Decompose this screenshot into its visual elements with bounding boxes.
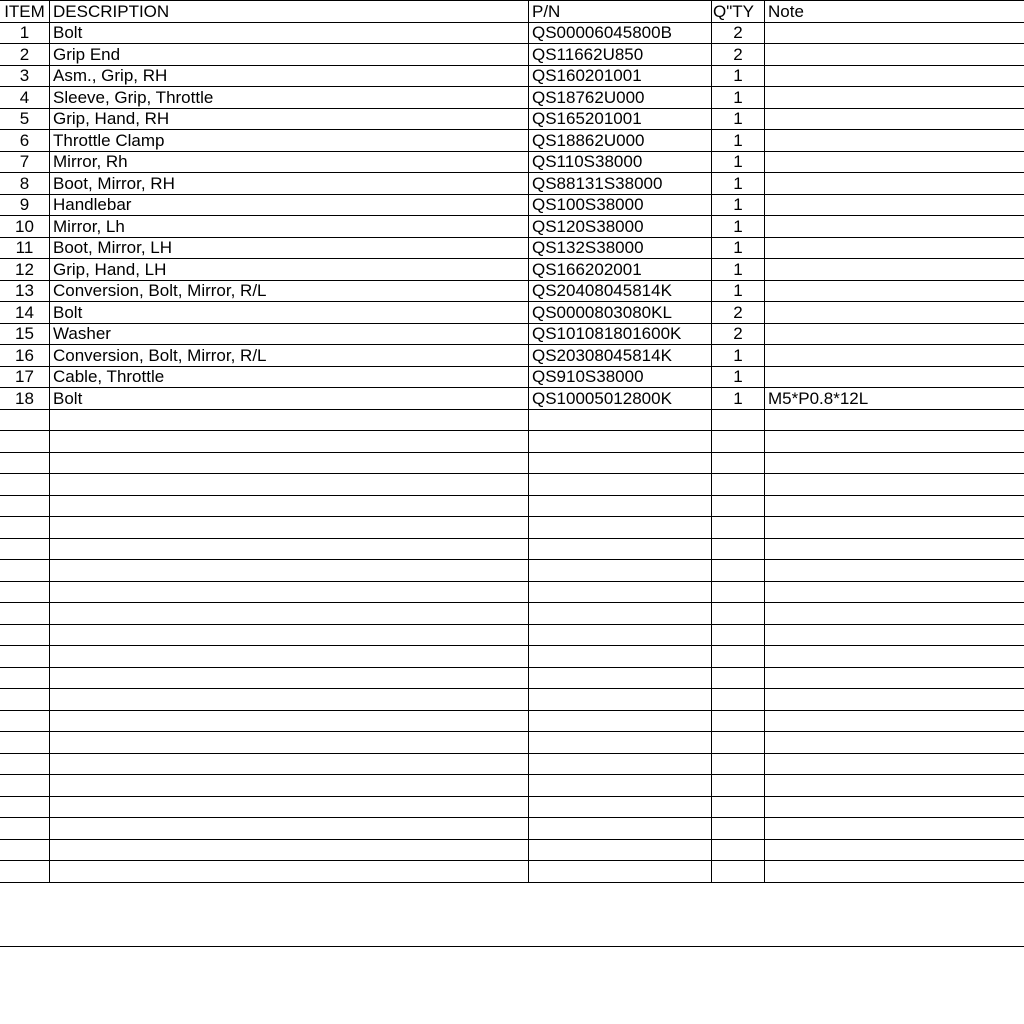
cell-note xyxy=(765,44,1024,66)
empty-cell-quantity xyxy=(712,409,765,431)
cell-part-number: QS101081801600K xyxy=(529,323,712,345)
empty-cell-description xyxy=(50,624,529,646)
cell-note xyxy=(765,216,1024,238)
empty-cell-description xyxy=(50,861,529,883)
cell-note xyxy=(765,280,1024,302)
header-note: Note xyxy=(765,1,1024,23)
cell-quantity: 1 xyxy=(712,216,765,238)
empty-cell-description xyxy=(50,538,529,560)
empty-cell-quantity xyxy=(712,796,765,818)
cell-note xyxy=(765,323,1024,345)
table-row xyxy=(0,65,1024,87)
empty-cell-item xyxy=(0,431,50,453)
empty-cell-description xyxy=(50,409,529,431)
empty-cell-item xyxy=(0,581,50,603)
cell-part-number: QS910S38000 xyxy=(529,366,712,388)
empty-cell-item xyxy=(0,839,50,861)
empty-cell-part-number xyxy=(529,474,712,496)
empty-cell-quantity xyxy=(712,603,765,625)
empty-cell-quantity xyxy=(712,560,765,582)
table-row xyxy=(0,280,1024,302)
empty-cell-item xyxy=(0,538,50,560)
empty-cell-description xyxy=(50,474,529,496)
cell-quantity: 2 xyxy=(712,22,765,44)
cell-note xyxy=(765,194,1024,216)
empty-cell-note xyxy=(765,624,1024,646)
empty-cell-part-number xyxy=(529,775,712,797)
cell-note: M5*P0.8*12L xyxy=(765,388,1024,410)
empty-cell-part-number xyxy=(529,732,712,754)
empty-cell-note xyxy=(765,409,1024,431)
empty-cell-part-number xyxy=(529,560,712,582)
empty-cell-note xyxy=(765,474,1024,496)
empty-cell-description xyxy=(50,667,529,689)
header-part-number: P/N xyxy=(529,1,712,23)
empty-cell-item xyxy=(0,689,50,711)
empty-cell-description xyxy=(50,452,529,474)
cell-part-number: QS0000803080KL xyxy=(529,302,712,324)
empty-cell-quantity xyxy=(712,624,765,646)
cell-item: 7 xyxy=(0,151,50,173)
empty-cell-part-number xyxy=(529,495,712,517)
empty-cell-part-number xyxy=(529,710,712,732)
empty-cell-note xyxy=(765,495,1024,517)
cell-description: Mirror, Rh xyxy=(50,151,529,173)
cell-description: Conversion, Bolt, Mirror, R/L xyxy=(50,280,529,302)
cell-quantity: 1 xyxy=(712,108,765,130)
cell-item: 2 xyxy=(0,44,50,66)
empty-cell-item xyxy=(0,560,50,582)
empty-row xyxy=(0,581,1024,603)
empty-cell-note xyxy=(765,775,1024,797)
cell-quantity: 1 xyxy=(712,366,765,388)
table-row xyxy=(0,345,1024,367)
cell-description: Bolt xyxy=(50,22,529,44)
empty-row xyxy=(0,603,1024,625)
cell-description: Boot, Mirror, LH xyxy=(50,237,529,259)
cell-description: Grip, Hand, LH xyxy=(50,259,529,281)
empty-cell-item xyxy=(0,818,50,840)
cell-note xyxy=(765,302,1024,324)
empty-cell-item xyxy=(0,624,50,646)
table-row xyxy=(0,108,1024,130)
empty-cell-description xyxy=(50,753,529,775)
empty-cell-note xyxy=(765,861,1024,883)
empty-cell-note xyxy=(765,689,1024,711)
empty-cell-note xyxy=(765,796,1024,818)
empty-cell-description xyxy=(50,775,529,797)
cell-description: Throttle Clamp xyxy=(50,130,529,152)
empty-cell-description xyxy=(50,560,529,582)
empty-cell-part-number xyxy=(529,646,712,668)
empty-row xyxy=(0,624,1024,646)
empty-cell-item xyxy=(0,495,50,517)
cell-note xyxy=(765,65,1024,87)
empty-cell-description xyxy=(50,689,529,711)
empty-cell-description xyxy=(50,581,529,603)
empty-row xyxy=(0,732,1024,754)
cell-item: 16 xyxy=(0,345,50,367)
cell-part-number: QS18762U000 xyxy=(529,87,712,109)
cell-note xyxy=(765,130,1024,152)
cell-quantity: 2 xyxy=(712,302,765,324)
empty-cell-part-number xyxy=(529,839,712,861)
cell-description: Grip End xyxy=(50,44,529,66)
empty-cell-note xyxy=(765,560,1024,582)
empty-cell-part-number xyxy=(529,517,712,539)
empty-cell-description xyxy=(50,646,529,668)
empty-cell-item xyxy=(0,732,50,754)
cell-quantity: 1 xyxy=(712,130,765,152)
empty-cell-note xyxy=(765,603,1024,625)
cell-item: 12 xyxy=(0,259,50,281)
empty-cell-item xyxy=(0,775,50,797)
cell-part-number: QS10005012800K xyxy=(529,388,712,410)
empty-cell-quantity xyxy=(712,839,765,861)
cell-quantity: 1 xyxy=(712,280,765,302)
empty-row xyxy=(0,710,1024,732)
empty-cell-description xyxy=(50,818,529,840)
empty-row xyxy=(0,775,1024,797)
table-row xyxy=(0,44,1024,66)
empty-cell-quantity xyxy=(712,710,765,732)
cell-note xyxy=(765,151,1024,173)
empty-row xyxy=(0,796,1024,818)
table-row xyxy=(0,237,1024,259)
empty-cell-part-number xyxy=(529,624,712,646)
cell-note xyxy=(765,259,1024,281)
cell-item: 3 xyxy=(0,65,50,87)
empty-row xyxy=(0,538,1024,560)
cell-quantity: 1 xyxy=(712,237,765,259)
header-item: ITEM xyxy=(0,1,50,23)
empty-cell-note xyxy=(765,646,1024,668)
cell-item: 8 xyxy=(0,173,50,195)
empty-cell-part-number xyxy=(529,581,712,603)
empty-cell-item xyxy=(0,452,50,474)
empty-cell-part-number xyxy=(529,796,712,818)
empty-cell-note xyxy=(765,732,1024,754)
cell-note xyxy=(765,108,1024,130)
table-row xyxy=(0,216,1024,238)
header-quantity: Q"TY xyxy=(712,1,765,23)
cell-part-number: QS88131S38000 xyxy=(529,173,712,195)
cell-item: 1 xyxy=(0,22,50,44)
cell-part-number: QS11662U850 xyxy=(529,44,712,66)
empty-row xyxy=(0,818,1024,840)
empty-cell-note xyxy=(765,538,1024,560)
cell-description: Grip, Hand, RH xyxy=(50,108,529,130)
empty-row xyxy=(0,689,1024,711)
cell-part-number: QS120S38000 xyxy=(529,216,712,238)
empty-cell-note xyxy=(765,452,1024,474)
empty-cell-part-number xyxy=(529,452,712,474)
empty-cell-quantity xyxy=(712,474,765,496)
cell-quantity: 1 xyxy=(712,259,765,281)
cell-quantity: 1 xyxy=(712,151,765,173)
empty-row xyxy=(0,861,1024,883)
empty-cell-part-number xyxy=(529,861,712,883)
empty-cell-part-number xyxy=(529,409,712,431)
cell-part-number: QS166202001 xyxy=(529,259,712,281)
empty-cell-description xyxy=(50,431,529,453)
cell-item: 15 xyxy=(0,323,50,345)
cell-part-number: QS110S38000 xyxy=(529,151,712,173)
empty-cell-note xyxy=(765,517,1024,539)
empty-cell-item xyxy=(0,796,50,818)
empty-row xyxy=(0,517,1024,539)
empty-cell-item xyxy=(0,603,50,625)
empty-cell-note xyxy=(765,753,1024,775)
empty-cell-part-number xyxy=(529,818,712,840)
cell-item: 17 xyxy=(0,366,50,388)
cell-description: Conversion, Bolt, Mirror, R/L xyxy=(50,345,529,367)
empty-row xyxy=(0,667,1024,689)
empty-cell-note xyxy=(765,667,1024,689)
table-row xyxy=(0,22,1024,44)
empty-cell-note xyxy=(765,581,1024,603)
empty-row xyxy=(0,646,1024,668)
empty-cell-description xyxy=(50,710,529,732)
table-row xyxy=(0,259,1024,281)
cell-description: Boot, Mirror, RH xyxy=(50,173,529,195)
cell-item: 13 xyxy=(0,280,50,302)
empty-cell-description xyxy=(50,517,529,539)
empty-cell-item xyxy=(0,474,50,496)
table-row xyxy=(0,130,1024,152)
empty-row xyxy=(0,495,1024,517)
empty-cell-quantity xyxy=(712,667,765,689)
cell-part-number: QS100S38000 xyxy=(529,194,712,216)
cell-quantity: 1 xyxy=(712,87,765,109)
empty-cell-part-number xyxy=(529,689,712,711)
empty-cell-part-number xyxy=(529,603,712,625)
cell-description: Bolt xyxy=(50,302,529,324)
empty-row xyxy=(0,560,1024,582)
empty-cell-part-number xyxy=(529,431,712,453)
empty-cell-item xyxy=(0,667,50,689)
cell-description: Bolt xyxy=(50,388,529,410)
empty-cell-part-number xyxy=(529,538,712,560)
empty-cell-quantity xyxy=(712,775,765,797)
empty-cell-item xyxy=(0,710,50,732)
empty-cell-quantity xyxy=(712,495,765,517)
empty-cell-note xyxy=(765,818,1024,840)
cell-note xyxy=(765,173,1024,195)
empty-row xyxy=(0,753,1024,775)
empty-cell-item xyxy=(0,409,50,431)
table-row xyxy=(0,151,1024,173)
cell-part-number: QS160201001 xyxy=(529,65,712,87)
cell-note xyxy=(765,237,1024,259)
empty-cell-description xyxy=(50,603,529,625)
cell-note xyxy=(765,345,1024,367)
empty-row xyxy=(0,839,1024,861)
empty-row xyxy=(0,452,1024,474)
header-description: DESCRIPTION xyxy=(50,1,529,23)
empty-cell-part-number xyxy=(529,667,712,689)
cell-item: 4 xyxy=(0,87,50,109)
table-row xyxy=(0,323,1024,345)
empty-cell-description xyxy=(50,796,529,818)
cell-description: Cable, Throttle xyxy=(50,366,529,388)
empty-row xyxy=(0,431,1024,453)
cell-note xyxy=(765,22,1024,44)
table-row xyxy=(0,194,1024,216)
empty-cell-description xyxy=(50,495,529,517)
empty-row xyxy=(0,474,1024,496)
header-row xyxy=(0,1,1024,23)
table-row xyxy=(0,388,1024,410)
cell-quantity: 1 xyxy=(712,173,765,195)
empty-cell-quantity xyxy=(712,538,765,560)
empty-cell-note xyxy=(765,431,1024,453)
cell-quantity: 1 xyxy=(712,194,765,216)
empty-row xyxy=(0,409,1024,431)
empty-cell-quantity xyxy=(712,581,765,603)
empty-cell-quantity xyxy=(712,753,765,775)
bottom-rule xyxy=(0,946,1024,947)
cell-item: 6 xyxy=(0,130,50,152)
cell-item: 9 xyxy=(0,194,50,216)
cell-description: Asm., Grip, RH xyxy=(50,65,529,87)
table-row xyxy=(0,366,1024,388)
empty-cell-quantity xyxy=(712,517,765,539)
empty-cell-quantity xyxy=(712,689,765,711)
table-row xyxy=(0,87,1024,109)
empty-cell-quantity xyxy=(712,861,765,883)
cell-note xyxy=(765,366,1024,388)
empty-cell-item xyxy=(0,753,50,775)
empty-cell-quantity xyxy=(712,646,765,668)
cell-part-number: QS20408045814K xyxy=(529,280,712,302)
empty-cell-quantity xyxy=(712,431,765,453)
empty-cell-item xyxy=(0,646,50,668)
cell-part-number: QS18862U000 xyxy=(529,130,712,152)
cell-quantity: 1 xyxy=(712,345,765,367)
empty-cell-description xyxy=(50,732,529,754)
cell-item: 10 xyxy=(0,216,50,238)
cell-description: Handlebar xyxy=(50,194,529,216)
empty-cell-item xyxy=(0,517,50,539)
cell-part-number: QS165201001 xyxy=(529,108,712,130)
empty-cell-quantity xyxy=(712,732,765,754)
cell-description: Washer xyxy=(50,323,529,345)
empty-cell-item xyxy=(0,861,50,883)
cell-description: Mirror, Lh xyxy=(50,216,529,238)
empty-cell-part-number xyxy=(529,753,712,775)
cell-part-number: QS20308045814K xyxy=(529,345,712,367)
cell-part-number: QS00006045800B xyxy=(529,22,712,44)
cell-part-number: QS132S38000 xyxy=(529,237,712,259)
empty-cell-note xyxy=(765,710,1024,732)
cell-item: 11 xyxy=(0,237,50,259)
cell-item: 5 xyxy=(0,108,50,130)
empty-cell-quantity xyxy=(712,452,765,474)
cell-quantity: 2 xyxy=(712,44,765,66)
cell-description: Sleeve, Grip, Throttle xyxy=(50,87,529,109)
table-row xyxy=(0,173,1024,195)
cell-note xyxy=(765,87,1024,109)
cell-quantity: 2 xyxy=(712,323,765,345)
cell-item: 18 xyxy=(0,388,50,410)
cell-quantity: 1 xyxy=(712,388,765,410)
empty-cell-note xyxy=(765,839,1024,861)
empty-cell-description xyxy=(50,839,529,861)
cell-item: 14 xyxy=(0,302,50,324)
cell-quantity: 1 xyxy=(712,65,765,87)
empty-cell-quantity xyxy=(712,818,765,840)
table-row xyxy=(0,302,1024,324)
parts-table-body xyxy=(0,1,1024,883)
